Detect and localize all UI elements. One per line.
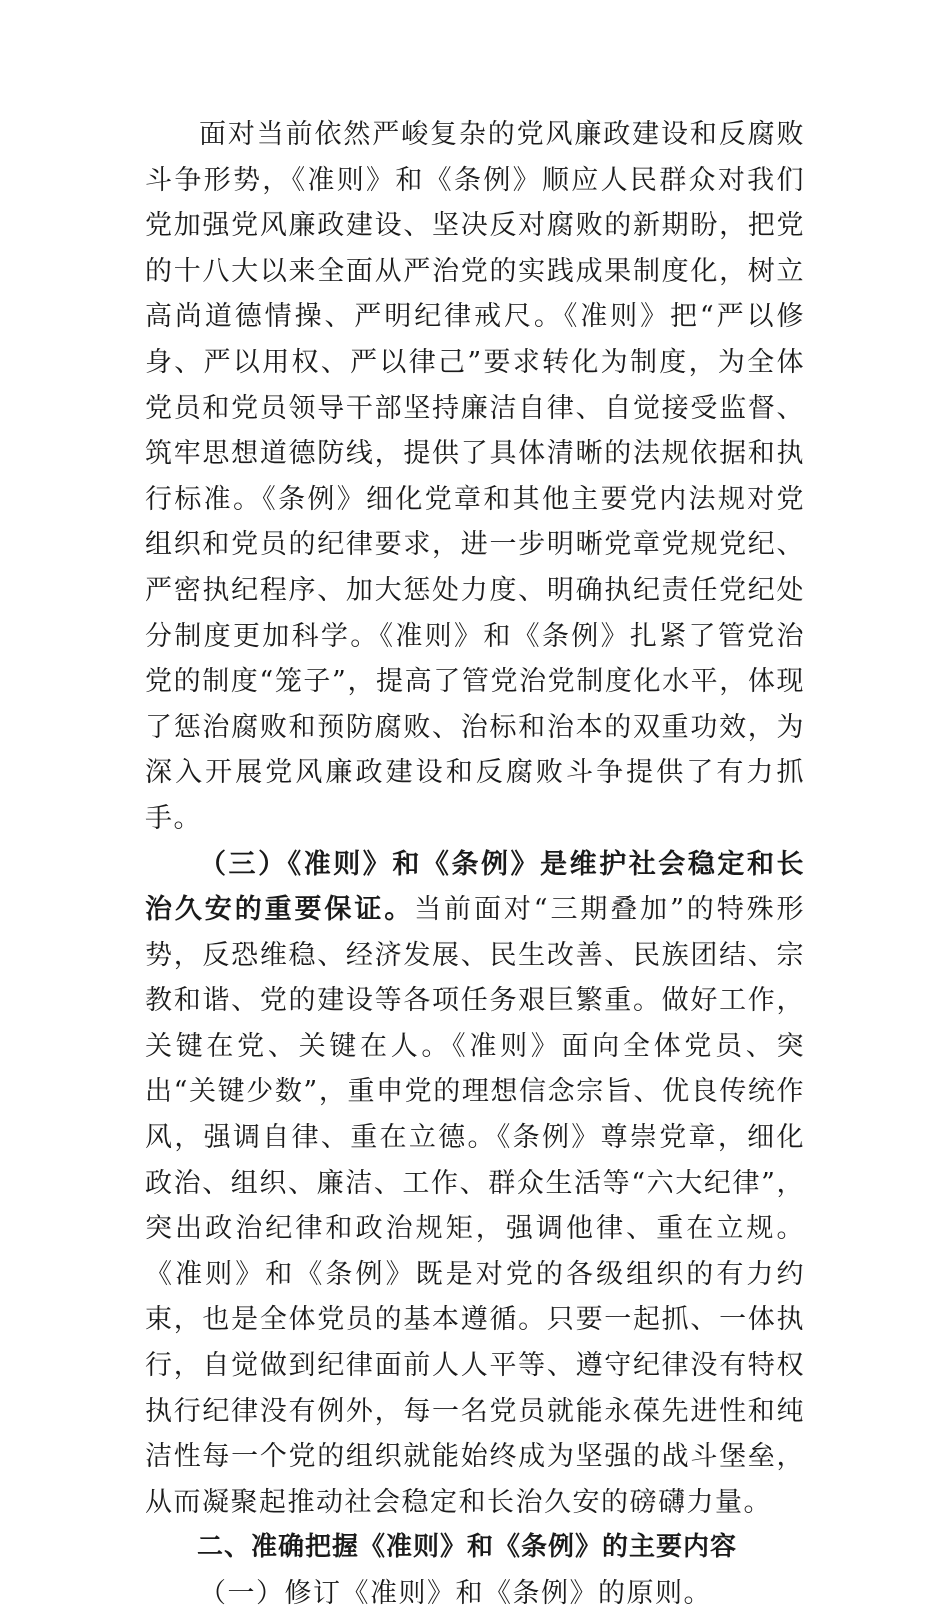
body-paragraph-1: 面对当前依然严峻复杂的党风廉政建设和反腐败斗争形势，《准则》和《条例》顺应人民群众对我们党加强党风廉政建设、坚决反对腐败的新期盼，把党的十八大以来全面从严治党的实践成果制度化，树立高尚道德情操、严明纪律戒尺。《准则》把“严以修身、严以用权、严以律己”要求转化为制度，为全体党员和党员领导干部坚持廉洁自律、自觉接受监督、筑牢思想道德防线，提供了具体清晰的法规依据和执行标准。《条例》细化党章和其他主要党内法规对党组织和党员的纪律要求，进一步明晰党章党规党纪、严密执纪程序、加大惩处力度、明确执纪责任党纪处分制度更加科学。《准则》和《条例》扎紧了管党治党的制度“笼子”，提高了管党治党制度化水平，体现了惩治腐败和预防腐败、治标和治本的双重功效，为深入开展党风廉政建设和反腐败斗争提供了有力抓手。 bbox=[145, 119, 805, 834]
document-page bbox=[145, 112, 805, 1617]
subsection-heading: （一）修订《准则》和《条例》的原则。 bbox=[199, 1578, 712, 1609]
body-paragraph-2 bbox=[145, 842, 805, 1526]
paragraph-body-text: 当前面对“三期叠加”的特殊形势，反恐维稳、经济发展、民生改善、民族团结、宗教和谐、党的建设等各项任务艰巨繁重。做好工作，关键在党、关键在人。《准则》面向全体党员、突出“关键少数”，重申党的理想信念宗旨、优良传统作风，强调自律、重在立德。《条例》尊崇党章，细化政治、组织、廉洁、工作、群众生活等“六大纪律”，突出政治纪律和政治规矩，强调他律、重在立规。《准则》和《条例》既是对党的各级组织的有力约束，也是全体党员的基本遵循。只要一起抓、一体执行，自觉做到纪律面前人人平等、遵守纪律没有特权执行纪律没有例外，每一名党员就能永葆先进性和纯洁性每一个党的组织就能始终成为坚强的战斗堡垒，从而凝聚起推动社会稳定和长治久安的磅礴力量。 bbox=[145, 894, 806, 1518]
paragraph-lead-sentence: （三）《准则》和《条例》是维护社会稳定和长治久安的重要保证。 bbox=[145, 848, 805, 926]
section-heading: 二、准确把握《准则》和《条例》的主要内容 bbox=[197, 1532, 738, 1563]
